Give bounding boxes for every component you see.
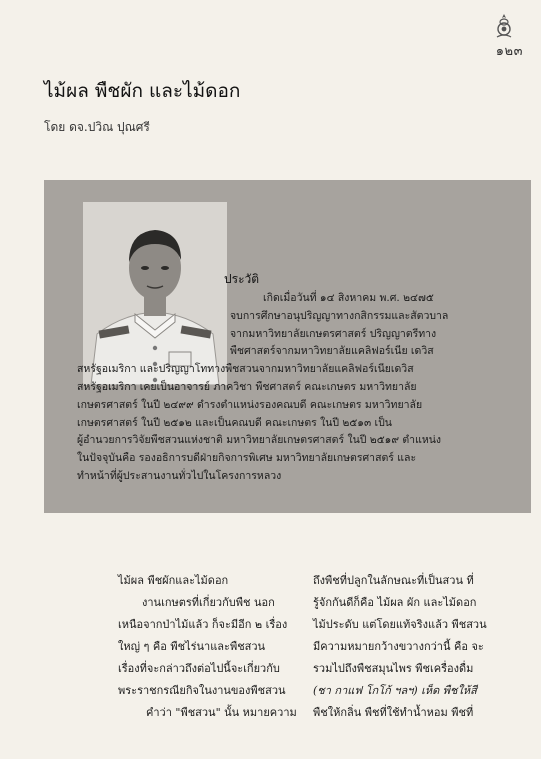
bio-line: ผู้อำนวยการวิจัยพืชสวนแห่งชาติ มหาวิทยาลัยเกษตรศาสตร์ ในปี ๒๕๑๙ ตำแหน่ง [77, 434, 442, 447]
royal-emblem-icon [493, 12, 515, 40]
body-line: ถึงพืชที่ปลูกในลักษณะที่เป็นสวน ที่ [313, 574, 474, 587]
body-line: งานเกษตรที่เกี่ยวกับพืช นอก [142, 596, 275, 609]
page-number: ๑๒๓ [495, 44, 523, 59]
bio-line: สหรัฐอเมริกา เคยเป็นอาจารย์ ภาควิชา พืชศาสตร์ คณะเกษตร มหาวิทยาลัย [77, 380, 417, 393]
bio-text [77, 290, 509, 486]
bio-line: สหรัฐอเมริกา และปริญญาโททางพืชสวนจากมหาวิทยาลัยแคลิฟอร์เนียเดวิส [77, 363, 414, 376]
bio-line: เกษตรศาสตร์ ในปี ๒๔๙๙ ดำรงตำแหน่งรองคณบดี คณะเกษตร มหาวิทยาลัย [77, 398, 423, 411]
body-line: มีความหมายกว้างขวางกว่านี้ คือ จะ [313, 640, 484, 653]
bio-line: จากมหาวิทยาลัยเกษตรศาสตร์ ปริญญาตรีทาง [230, 327, 437, 340]
body-column-right [313, 570, 503, 724]
body-line: เรื่องที่จะกล่าวถึงต่อไปนี้จะเกี่ยวกับ [118, 662, 280, 675]
byline: โดย ดจ.ปวิณ ปุณศรี [44, 120, 150, 134]
body-line: ไม้ประดับ แต่โดยแท้จริงแล้ว พืชสวน [313, 618, 487, 631]
body-line: (ชา กาแฟ โกโก้ ฯลฯ) เห็ด พืชให้สี [313, 684, 477, 697]
bio-line: เกษตรศาสตร์ ในปี ๒๕๑๒ และเป็นคณบดี คณะเกษตร ในปี ๒๕๑๓ เป็น [77, 416, 392, 429]
body-line: เหนือจากป่าไม้แล้ว ก็จะมีอีก ๒ เรื่อง [118, 618, 288, 631]
article-title: ไม้ผล พืชผัก และไม้ดอก [44, 80, 241, 102]
section-heading: ไม้ผล พืชผักและไม้ดอก [118, 574, 229, 587]
bio-line: เกิดเมื่อวันที่ ๑๔ สิงหาคม พ.ศ. ๒๔๗๕ [263, 292, 434, 304]
body-line: พืชให้กลิ่น พืชที่ใช้ทำน้ำหอม พืชที่ [313, 706, 474, 719]
body-line: รู้จักกันดีก็คือ ไม้ผล ผัก และไม้ดอก [313, 596, 477, 609]
body-column-left [118, 570, 297, 724]
bio-line: พืชศาสตร์จากมหาวิทยาลัยแคลิฟอร์เนีย เดวิส [230, 345, 434, 358]
bio-line: ทำหน้าที่ผู้ประสานงานทั่วไปในโครงการหลวง [77, 469, 282, 482]
bio-heading: ประวัติ [224, 272, 260, 286]
body-line: ใหญ่ ๆ คือ พืชไร่นาและพืชสวน [118, 640, 266, 653]
body-line: คำว่า "พืชสวน" นั้น หมายความ [146, 706, 297, 719]
body-line: พระราชกรณียกิจในงานของพืชสวน [118, 684, 286, 697]
bio-line: จบการศึกษาอนุปริญญาทางกสิกรรมและสัตวบาล [230, 309, 449, 322]
body-line: รวมไปถึงพืชสมุนไพร พืชเครื่องดื่ม [313, 662, 474, 675]
bio-line: ในปัจจุบันคือ รองอธิการบดีฝ่ายกิจการพิเศษ มหาวิทยาลัยเกษตรศาสตร์ และ [77, 452, 417, 465]
bio-box [44, 180, 531, 513]
